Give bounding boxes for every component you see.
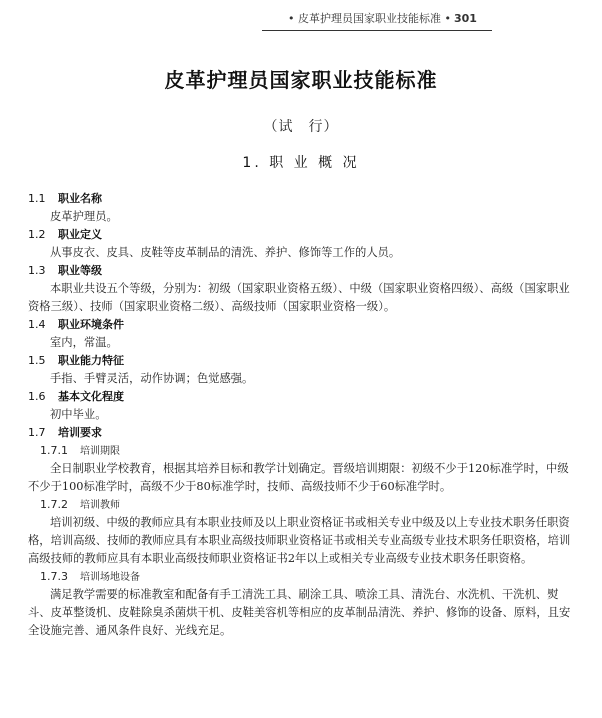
section-heading xyxy=(28,352,576,370)
section-number: 1.6 xyxy=(28,390,46,403)
subsection-text: 满足教学需要的标准教室和配备有手工清洗工具、刷涂工具、喷涂工具、清洗台、水洗机、干洗机、熨斗、皮革整烫机、皮鞋除臭杀菌烘干机、皮鞋美容机等相应的皮革制品清洗、养护、修饰的设备、原料，且安全设施完善、通风条件良好、光线充足。 xyxy=(28,588,571,637)
subsection-text: 全日制职业学校教育，根据其培养目标和教学计划确定。晋级培训期限：初级不少于120标准学时，中级不少于100标准学时，高级不少于80标准学时，技师、高级技师不少于60标准学时。 xyxy=(28,462,569,493)
subsection-number: 1.7.3 xyxy=(40,570,68,583)
section-number: 1.7 xyxy=(28,426,46,439)
page-number: 301 xyxy=(454,12,477,25)
document-title: 皮革护理员国家职业技能标准 xyxy=(164,68,438,92)
chapter-heading: 1. 职 业 概 况 xyxy=(242,155,360,171)
section-title: 职业环境条件 xyxy=(58,318,124,331)
section-heading xyxy=(28,190,576,208)
section-title: 基本文化程度 xyxy=(58,390,124,403)
running-head xyxy=(262,8,492,30)
section-number: 1.1 xyxy=(28,192,46,205)
section-number: 1.5 xyxy=(28,354,46,367)
section-title: 职业定义 xyxy=(58,228,102,241)
section-heading xyxy=(28,262,576,280)
section-title: 培训要求 xyxy=(58,426,102,439)
subsection-heading xyxy=(28,496,576,514)
section-heading xyxy=(28,316,576,334)
subsection-text: 培训初级、中级的教师应具有本职业技师及以上职业资格证书或相关专业中级及以上专业技术职务任职资格，培训高级、技师的教师应具有本职业高级技师职业资格证书或相关专业高级专业技术职务任职资格，培训高级技师的教师应具有本职业高级技师职业资格证书2年以上或相关专业高级专业技术职务任职资格。 xyxy=(28,516,571,565)
section-heading xyxy=(28,226,576,244)
section-text: 室内，常温。 xyxy=(50,336,118,349)
document-subtitle: （试 行） xyxy=(263,119,339,135)
subsection-number: 1.7.1 xyxy=(40,444,68,457)
section-heading xyxy=(28,424,576,442)
section-number: 1.2 xyxy=(28,228,46,241)
subsection-title: 培训场地设备 xyxy=(80,572,140,583)
subsection-title: 培训期限 xyxy=(80,446,120,457)
section-number: 1.3 xyxy=(28,264,46,277)
section-text: 手指、手臂灵活，动作协调；色觉感强。 xyxy=(50,372,254,385)
section-text: 皮革护理员。 xyxy=(50,210,118,223)
document-body xyxy=(28,190,576,640)
section-heading xyxy=(28,388,576,406)
subsection-title: 培训教师 xyxy=(80,500,120,511)
section-number: 1.4 xyxy=(28,318,46,331)
section-title: 职业名称 xyxy=(58,192,102,205)
section-text: 从事皮衣、皮具、皮鞋等皮革制品的清洗、养护、修饰等工作的人员。 xyxy=(50,246,401,259)
section-text: 初中毕业。 xyxy=(50,408,107,421)
running-head-title: • 皮革护理员国家职业技能标准 • xyxy=(288,12,451,25)
section-text: 本职业共设五个等级，分别为：初级（国家职业资格五级）、中级（国家职业资格四级）、高级（国家职业资格三级）、技师（国家职业资格二级）、高级技师（国家职业资格一级）。 xyxy=(28,282,570,313)
header-rule xyxy=(262,30,492,31)
section-title: 职业等级 xyxy=(58,264,102,277)
subsection-heading xyxy=(28,568,576,586)
subsection-heading xyxy=(28,442,576,460)
section-title: 职业能力特征 xyxy=(58,354,124,367)
subsection-number: 1.7.2 xyxy=(40,498,68,511)
